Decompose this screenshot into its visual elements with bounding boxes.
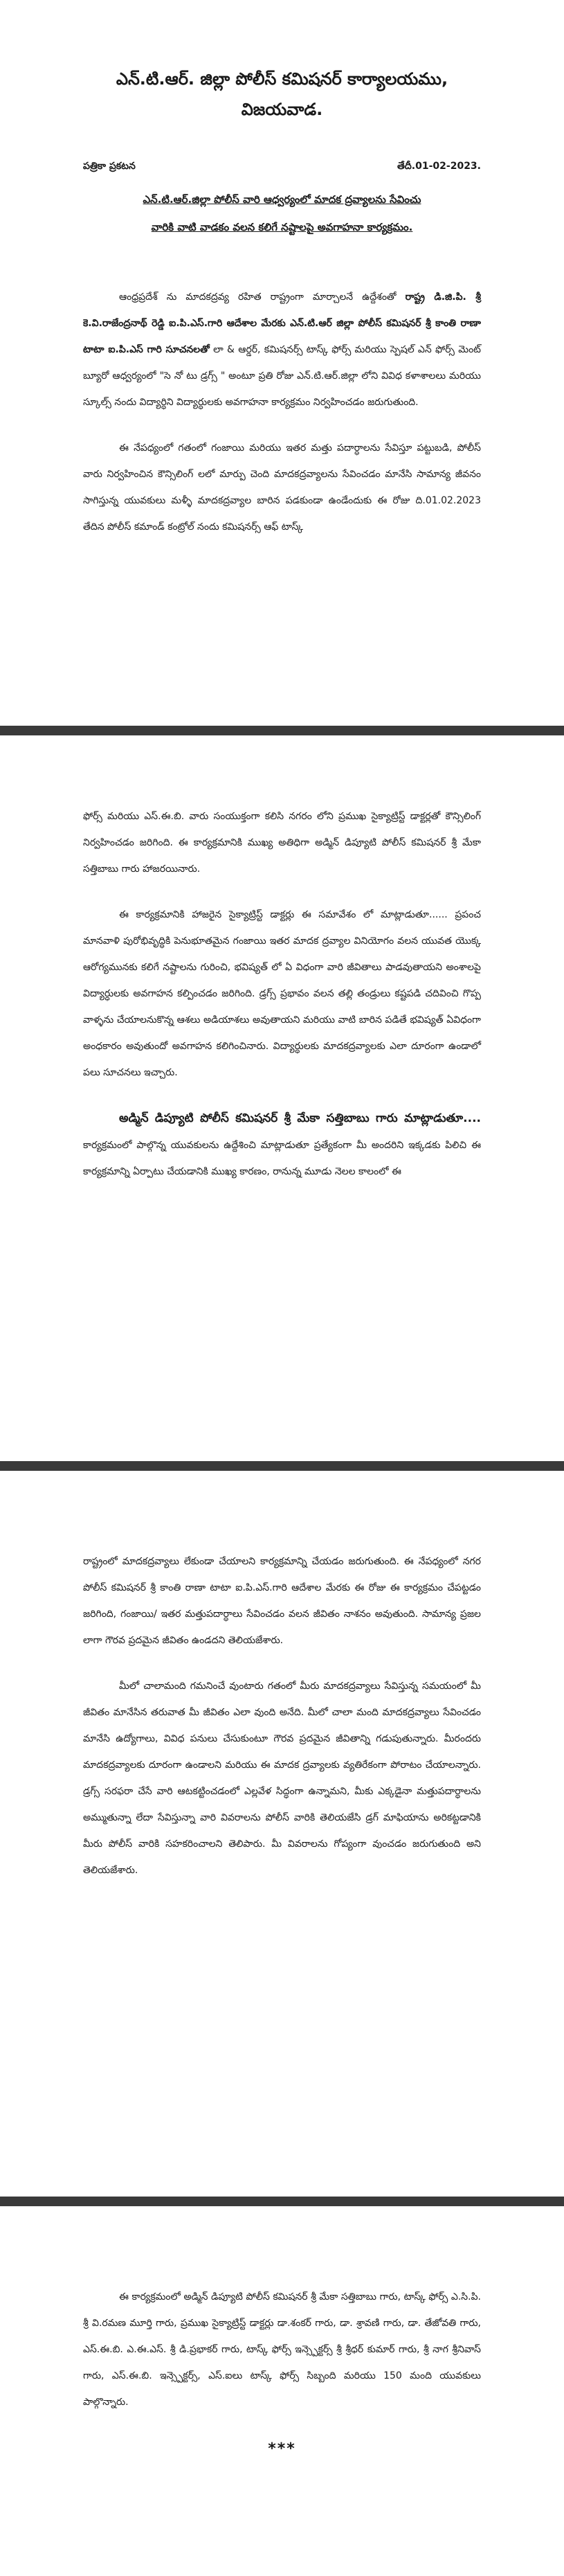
press-release-label: పత్రికా ప్రకటన — [83, 161, 136, 172]
dcp-speech-text: కార్యక్రమంలో పాల్గొన్న యువకులను ఉద్దేశించి మాట్లాడుతూ ప్రత్యేకంగా మీ అందరిని ఇక్కడకు పిలిచి ఈ కార్యక్రమాన్ని ఏర్పాటు చేయడానికి ముఖ్య కారణం, రానున్న మూడు నెలల కాలంలో ఈ — [83, 1140, 481, 1177]
page-2 — [0, 735, 564, 1461]
page-separator — [0, 1461, 564, 1471]
end-mark: *** — [268, 2440, 296, 2458]
page-4 — [0, 2206, 564, 2576]
paragraph-dcp-continued: రాష్ట్రంలో మాదకద్రవ్యాలు లేకుండా చేయాలని కార్యక్రమాన్ని చేయడం జరుగుతుంది. ఈ నేపధ్యంలో నగర పోలీస్ కమిషనర్ శ్రీ కాంతి రాణా టాటా ఐ.పి.ఎస్.గారి ఆదేశాల మేరకు ఈ రోజు ఈ కార్యక్రమం చేపట్టడం జరిగింది, గంజాయి/ ఇతర మత్తుపదార్ధాలు సేవించడం వలన జీవితం నాశనం అవుతుంది. సామాన్య ప్రజల లాగా గౌరవ ప్రదమైన జీవితం ఉండదని తెలియజేశారు. — [83, 1556, 481, 1646]
page-separator — [0, 2197, 564, 2206]
paragraph-event: ఫోర్స్ మరియు ఎస్.ఈ.బి. వారు సంయుక్తంగా కలిసి నగరం లోని ప్రముఖ సైక్యాట్రిస్ట్ డాక్టర్లతో కౌన్సిలింగ్ నిర్వహించడం జరిగింది. ఈ కార్యక్రమానికి ముఖ్య అతిధిగా అడ్మిన్ డిప్యూటి పోలీస్ కమిషనర్ శ్రీ మేకా సత్తిబాబు గారు హాజరయినారు. — [83, 811, 481, 875]
subject-line1: ఎన్.టి.ఆర్.జిల్లా పోలీస్ వారి ఆధ్వర్యంలో మాదక ద్రవ్యాలను సేవించు — [143, 193, 421, 206]
paragraph-intro — [83, 284, 481, 415]
intro-text-bold: రాష్ట్ర డి.జి.పి. శ్రీ కె.వి.రాజేంద్రనాథ్ రెడ్డి ఐ.పి.ఎస్.గారి ఆదేశాల మేరకు ఎన్.టి.ఆర్ జిల్లా పోలీస్ కమిషనర్ శ్రీ కాంతి రాణా టాటా ఐ.పి.ఎస్ గారి సూచనలతో — [83, 292, 481, 355]
paragraph-participants: ఈ కార్యక్రమంలో అడ్మిన్ డిప్యూటి పోలీస్ కమిషనర్ శ్రీ మేకా సత్తిబాబు గారు, టాస్క్ ఫోర్స్ ఎ.సి.పి. శ్రీ వి.రమణ మూర్తి గారు, ప్రముఖ సైక్యాట్రిస్ట్ డాక్టర్లు డా.శంకర్ గారు, డా. శ్రావణి గారు, డా. తేజోవతి గారు, ఎస్.ఈ.బి. ఎ.ఈ.ఎస్. శ్రీ డి.ప్రభాకర్ గారు, టాస్క్ ఫోర్స్ ఇన్స్పెక్టర్స్ శ్రీ శ్రీధర్ కుమార్ గారు, శ్రీ నాగ శ్రీనివాస్ గారు, ఎస్.ఈ.బి. ఇన్స్పెక్టర్స్, ఎస్.ఐలు టాస్క్ ఫోర్స్ సిబ్బంది మరియు 150 మంది యువకులు పాల్గొన్నారు. — [83, 2291, 481, 2408]
paragraph-background: ఈ నేపధ్యంలో గతంలో గంజాయి మరియు ఇతర మత్తు పదార్ధాలను సేవిస్తూ పట్టుబడి, పోలీస్ వారు నిర్వహించిన కౌన్సిలింగ్ లలో మార్పు చెంది మాదకద్రవ్యాలను సేవించడం మానేసి సామాన్య జీవనం సాగిస్తున్న యువకులు మళ్ళీ మాదకద్రవ్యాల బారిన పడకుండా ఉండేందుకు ఈ రోజు ది.01.02.2023 తేదిన పోలీస్ కమాండ్ కంట్రోల్ నందు కమిషనర్స్ ఆఫ్ టాస్క్ — [83, 442, 481, 533]
press-date: తేదీ.01-02-2023. — [397, 161, 481, 172]
paragraph-appeal: మీలో చాలామంది గమనించే వుంటారు గతంలో మీరు మాదకద్రవ్యాలు సేవిస్తున్న సమయంలో మీ జీవితం మానేసిన తరువాత మీ జీవితం ఎలా వుంది అనేది. మీలో చాలా మంది మాదకద్రవ్యాలు సేవించడం మానేసి ఉద్యోగాలు, వివిధ పనులు చేసుకుంటూ గౌరవ ప్రదమైన జీవితాన్ని గడుపుతున్నారు. మీరందరు మాదకద్రవ్యాలకు దూరంగా ఉండాలని మరియు ఈ మాదక ద్రవ్యాలకు వ్యతిరేకంగా పోరాటం చేయాలన్నారు. డ్రగ్స్ సరఫరా చేసే వారి ఆటకట్టించడంలో ఎల్లవేళ సిద్ధంగా ఉన్నామని, మీకు ఎక్కడైనా మత్తుపదార్ధాలను అమ్ముతున్నా లేదా సేవిస్తున్నా వారి వివరాలను పోలీస్ వారికి తెలియజేసి డ్రగ్ మాఫియాను అరికట్టడానికి మీరు పోలీస్ వారికి సహకరించాలని తెలిపారు. మీ వివరాలను గోప్యంగా వుంచడం జరుగుతుంది అని తెలియజేశారు. — [83, 1681, 481, 1876]
press-meta-row — [83, 159, 481, 173]
page-1 — [0, 0, 564, 726]
page-3 — [0, 1471, 564, 2197]
paragraph-dcp-speech — [83, 1105, 481, 1185]
intro-text-end: లా & ఆర్డర్, కమిషనర్స్ టాస్క్ ఫోర్స్ మరియు స్పెషల్ ఎన్ ఫోర్స్ మెంట్ బ్యూరో ఆధ్వర్యంలో "సె నో టు డ్రగ్స్ " అంటూ ప్రతి రోజు ఎన్.టి.ఆర్.జిల్లా లోని వివిధ కళాశాలలు మరియు స్కూల్స్ నందు విద్యార్ధిని విద్యార్ధులకు అవగాహనా కార్యక్రమం నిర్వహించడం జరుగుతుంది. — [83, 344, 481, 408]
paragraph-doctors-speech: ఈ కార్యక్రమానికి హాజరైన సైక్యాట్రిస్ట్ డాక్టర్లు ఈ సమావేశం లో మాట్లాడుతూ...... ప్రపంచ మానవాళి పురోభివృద్ధికి పెనుభూతమైన గంజాయి ఇతర మాదక ద్రవ్యాల వినియోగం వలన యువత యొక్క ఆరోగ్యమునకు కలిగే నష్టాలను గురించి, భవిష్యత్ లో ఏ విధంగా వారి జీవితాలు పాడవుతాయని అంశాలపై విద్యార్ధులకు అవగాహన కల్పించడం జరిగింది. డ్రగ్స్ ప్రభావం వలన తల్లి తండ్రులు కష్టపడి చదివించి గొప్ప వాళ్ళను చేయాలనుకొన్న ఆశలు అడియాశలు అవుతాయని మరియు వాటి బారిన పడితే భవిష్యత్ ఏవిధంగా అంధకారం అవుతుందో అవగాహన కలిగించినారు. విద్యార్ధులకు మాదకద్రవ్యాలకు ఎలా దూరంగా ఉండాలో పలు సూచనలు ఇచ్చారు. — [83, 909, 481, 1078]
office-title-line2: విజయవాడ. — [241, 100, 323, 119]
subject-line2: వారికి వాటి వాడకం వలన కలిగే నష్టాలపై అవగాహనా కార్యక్రమం. — [151, 221, 413, 233]
page-separator — [0, 726, 564, 735]
dcp-speech-lead: అడ్మిన్ డిప్యూటి పోలీస్ కమిషనర్ శ్రీ మేకా సత్తిబాబు గారు మాట్లాడుతూ.... — [119, 1111, 481, 1125]
subject-heading — [83, 186, 481, 241]
office-title-line1: ఎన్.టి.ఆర్. జిల్లా పోలీస్ కమిషనర్ కార్యాలయము, — [116, 69, 448, 89]
intro-text-start: ఆంధ్రప్రదేశ్ ను మాదకద్రవ్య రహిత రాష్ట్రంగా మార్చాలనే ఉద్దేశంతో — [119, 292, 406, 303]
